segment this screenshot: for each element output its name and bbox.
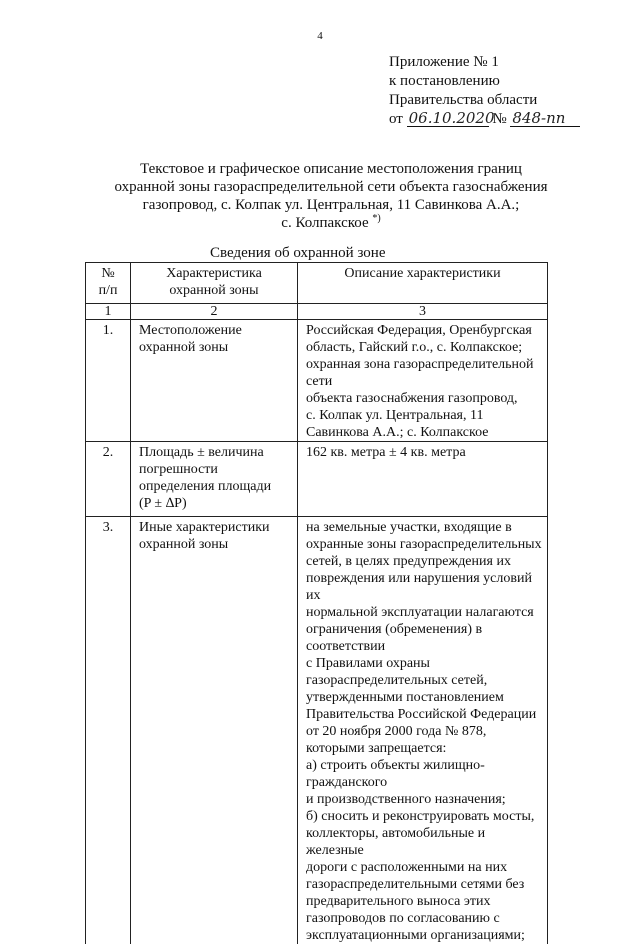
date-prefix: от [389,111,403,127]
row-number: 3. [86,517,131,944]
handwritten-date: 06.10.2020 [407,110,489,127]
page-number: 4 [0,30,640,42]
header-num: № п/п [86,263,131,304]
row-number: 2. [86,442,131,517]
table-row [86,442,548,517]
protected-zone-table [85,262,548,944]
row-description: 162 кв. метра ± 4 кв. метра [298,442,548,517]
header-description: Описание характеристики [298,263,548,304]
number-sign: № [492,111,506,127]
appendix-line-1: Приложение № 1 [389,53,580,72]
title-line-3: газопровод, с. Колпак ул. Центральная, 11 Савинкова А.А.; [0,196,640,214]
table-container [85,262,548,944]
index-row [86,304,548,320]
appendix-date-line [389,110,580,129]
row-description: Российская Федерация, Оренбургская область, Гайский г.о., с. Колпакское; охранная зона газораспределительной сети объекта газоснабжения газопровод, с. Колпак ул. Центральная, 11 Савинкова А.А.; с. Колпакское [298,320,548,442]
row-characteristic: Местоположение охранной зоны [131,320,298,442]
table-caption: Сведения об охранной зоне [210,245,385,262]
appendix-block [389,53,580,129]
table-row [86,320,548,442]
appendix-line-3: Правительства области [389,91,580,110]
title-line-2: охранной зоны газораспределительной сети объекта газоснабжения [0,178,640,196]
index-cell-1: 1 [86,304,131,320]
table-row [86,517,548,944]
header-row [86,263,548,304]
row-characteristic: Площадь ± величина погрешности определения площади (P ± ∆P) [131,442,298,517]
title-line-4: с. Колпакское [281,215,368,231]
title-line-4-wrap [0,214,640,232]
index-cell-3: 3 [298,304,548,320]
handwritten-number: 848-пп [510,110,580,127]
index-cell-2: 2 [131,304,298,320]
title-line-1: Текстовое и графическое описание местоположения границ [0,160,640,178]
document-title [0,160,640,232]
appendix-line-2: к постановлению [389,72,580,91]
row-number: 1. [86,320,131,442]
row-characteristic: Иные характеристики охранной зоны [131,517,298,944]
footnote-mark: *) [372,213,380,224]
row-description: на земельные участки, входящие в охранные зоны газораспределительных сетей, в целях предупреждения их повреждения или нарушения условий их нормальной эксплуатации налагаются ограничения (обременения) в соответствии с Правилами охраны газораспределительных сетей, утвержденными постановлением Правительства Российской Федерации от 20 ноября 2000 года № 878, которыми запрещается: а) строить объекты жилищно-гражданского и производственного назначения; б) сносить и реконструировать мосты, коллекторы, автомобильные и железные дороги с расположенными на них газораспределительными сетями без предварительного выноса этих газопроводов по согласованию с эксплуатационными организациями; [298,517,548,944]
header-characteristic: Характеристика охранной зоны [131,263,298,304]
